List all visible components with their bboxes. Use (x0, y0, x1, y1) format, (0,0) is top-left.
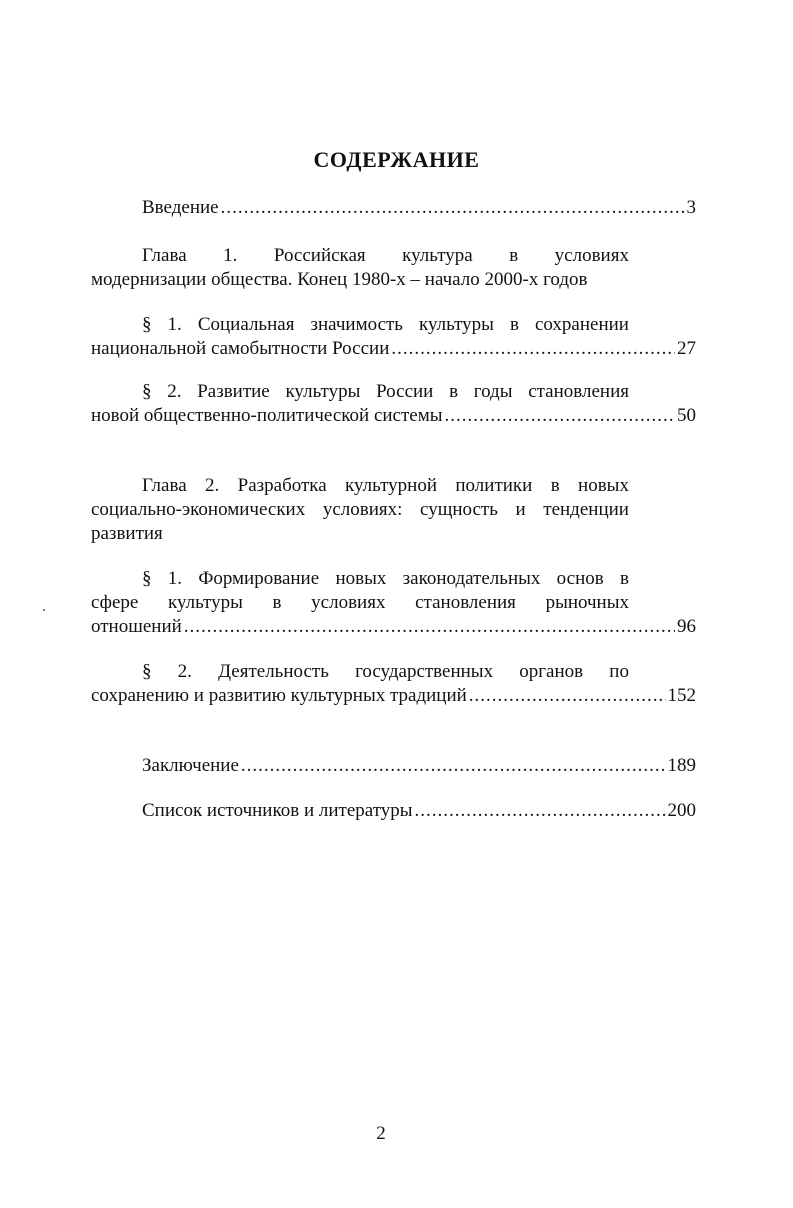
word: 1. (167, 568, 183, 589)
section-line-2 (91, 591, 629, 615)
word: становления (528, 381, 629, 402)
word: законодательных (402, 568, 541, 589)
section-line-1 (91, 567, 629, 591)
word: § (142, 314, 152, 335)
dot-leader (184, 615, 675, 639)
toc-entry-ch1-section-2[interactable] (91, 380, 696, 428)
word: в (550, 475, 560, 496)
word: в (509, 314, 519, 335)
word: основ (556, 568, 604, 589)
toc-entry-ch2-section-1[interactable] (91, 567, 696, 639)
word: культурной (345, 475, 437, 496)
word: годы (473, 381, 513, 402)
word: сфере (91, 592, 139, 613)
page-number: 2 (376, 1123, 386, 1144)
word: 2. (177, 661, 192, 682)
toc-entry-title: отношений (91, 616, 182, 637)
toc-page-number: 189 (667, 755, 696, 776)
word: условиях (311, 592, 386, 613)
word: Российская (273, 245, 366, 266)
chapter-2-line-2 (91, 498, 629, 522)
dot-leader (469, 684, 666, 708)
word: в (509, 245, 519, 266)
word: 2. (167, 381, 182, 402)
dot-leader (415, 799, 666, 823)
toc-entry-chapter-1[interactable] (91, 244, 696, 292)
word: социально-экономических (91, 499, 306, 520)
word: Глава (142, 245, 187, 266)
word: сохранении (534, 314, 629, 335)
word: 2. (205, 475, 220, 496)
word: новых (335, 568, 387, 589)
word: культура (402, 245, 473, 266)
word: сущность (420, 499, 498, 520)
word: в (619, 568, 629, 589)
word: становления (415, 592, 516, 613)
toc-entry-title: Заключение (142, 755, 239, 776)
word: политики (455, 475, 533, 496)
toc-page-number: 96 (677, 616, 696, 637)
word: России (376, 381, 434, 402)
toc-page-number: 27 (677, 338, 696, 359)
toc-page-number: 50 (677, 405, 696, 426)
dot-leader (445, 404, 676, 428)
word: Деятельность (218, 661, 329, 682)
toc-page-number: 200 (667, 800, 696, 821)
toc-page-number: 3 (686, 197, 696, 218)
scan-speck (43, 609, 45, 611)
toc-entry-title: сохранению и развитию культурных традиций (91, 685, 467, 706)
word: Развитие (197, 381, 270, 402)
chapter-1-line-2: модернизации общества. Конец 1980-х – начало 2000-х годов (91, 269, 588, 290)
chapter-2-line-1 (91, 474, 629, 498)
word: Глава (142, 475, 187, 496)
word: Социальная (197, 314, 295, 335)
word: условиях: (322, 499, 403, 520)
toc-entry-ch1-section-1[interactable] (91, 313, 696, 361)
word: Разработка (237, 475, 327, 496)
section-line-1 (91, 660, 629, 684)
dot-leader (241, 754, 666, 778)
word: и (515, 499, 526, 520)
word: государственных (355, 661, 494, 682)
word: тенденции (543, 499, 629, 520)
word: § (142, 568, 152, 589)
word: 1. (223, 245, 238, 266)
dot-leader (391, 337, 675, 361)
toc-entry-sources[interactable] (91, 799, 696, 823)
word: культуры (419, 314, 494, 335)
toc-entry-title: новой общественно-политической системы (91, 405, 443, 426)
toc-entry-conclusion[interactable] (91, 754, 696, 778)
word: Формирование (198, 568, 320, 589)
toc-page-number: 152 (667, 685, 696, 706)
section-line-1 (91, 313, 629, 337)
toc-entry-ch2-section-2[interactable] (91, 660, 696, 708)
word: новых (578, 475, 629, 496)
section-line-1 (91, 380, 629, 404)
toc-entry-chapter-2[interactable] (91, 474, 696, 546)
word: условиях (554, 245, 629, 266)
toc-entry-title: Список источников и литературы (142, 800, 413, 821)
word: § (142, 661, 152, 682)
word: в (449, 381, 459, 402)
chapter-2-line-3: развития (91, 523, 163, 544)
word: § (142, 381, 152, 402)
dot-leader (221, 196, 685, 220)
word: культуры (285, 381, 361, 402)
page-title: СОДЕРЖАНИЕ (313, 147, 480, 172)
toc-entry-title: национальной самобытности России (91, 338, 390, 359)
word: органов (519, 661, 584, 682)
word: по (609, 661, 629, 682)
word: рыночных (545, 592, 629, 613)
word: 1. (167, 314, 182, 335)
toc-entry-intro[interactable] (91, 196, 696, 220)
word: значимость (310, 314, 403, 335)
word: в (272, 592, 282, 613)
word: культуры (168, 592, 243, 613)
toc-entry-title: Введение (142, 197, 219, 218)
chapter-1-line-1 (91, 244, 629, 268)
